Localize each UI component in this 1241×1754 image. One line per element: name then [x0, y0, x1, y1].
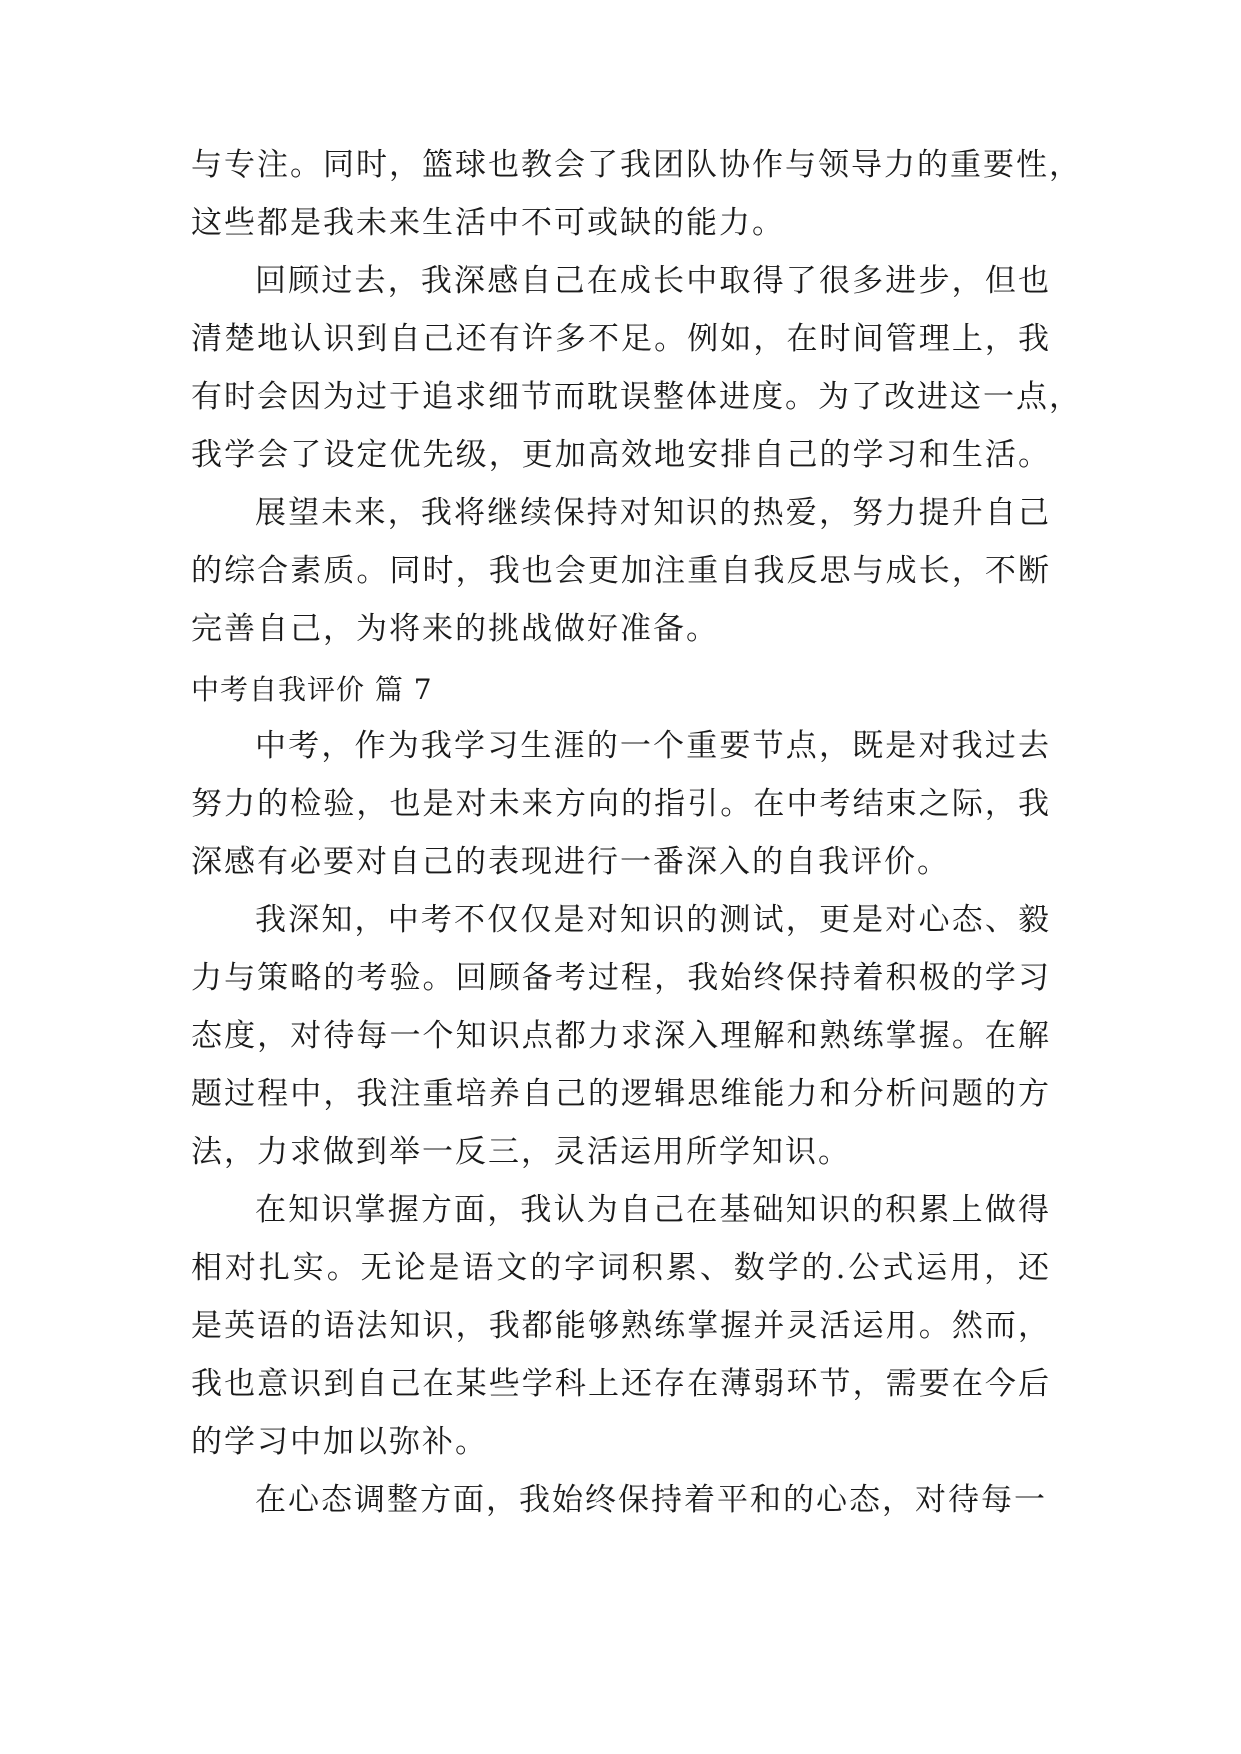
text-line: 的学习中加以弥补。: [191, 1424, 488, 1460]
paragraph: [191, 136, 1082, 252]
text-line: 法，力求做到举一反三，灵活运用所学知识。: [191, 1134, 851, 1170]
text-line: 完善自己，为将来的挑战做好准备。: [191, 611, 719, 647]
paragraph: [191, 484, 1051, 658]
text-line: 力与策略的考验。回顾备考过程，我始终保持着积极的学习: [191, 960, 1051, 996]
text-line: 是英语的语法知识，我都能够熟练掌握并灵活运用。然而，: [191, 1308, 1051, 1344]
paragraph: [191, 1471, 1051, 1529]
paragraph: [191, 891, 1051, 1181]
text-line: 我学会了设定优先级，更加高效地安排自己的学习和生活。: [191, 437, 1051, 473]
text-line: 我深知，中考不仅仅是对知识的测试，更是对心态、毅: [255, 902, 1051, 938]
paragraph: [191, 1181, 1051, 1471]
text-line: 相对扎实。无论是语文的字词积累、数学的.公式运用，还: [191, 1250, 1051, 1286]
paragraph: [191, 252, 1082, 484]
text-line: 清楚地认识到自己还有许多不足。例如，在时间管理上，我: [191, 321, 1051, 357]
text-line: 题过程中，我注重培养自己的逻辑思维能力和分析问题的方: [191, 1076, 1051, 1112]
text-line: 我也意识到自己在某些学科上还存在薄弱环节，需要在今后: [191, 1366, 1051, 1402]
section-heading: 中考自我评价 篇 7: [191, 673, 433, 706]
text-line: 中考，作为我学习生涯的一个重要节点，既是对我过去: [255, 728, 1051, 764]
text-line: 这些都是我未来生活中不可或缺的能力。: [191, 205, 785, 241]
text-line: 的综合素质。同时，我也会更加注重自我反思与成长，不断: [191, 553, 1051, 589]
text-line: 态度，对待每一个知识点都力求深入理解和熟练掌握。在解: [191, 1018, 1051, 1054]
paragraph: [191, 717, 1051, 891]
text-line: 有时会因为过于追求细节而耽误整体进度。为了改进这一点，: [191, 379, 1082, 415]
text-line: 回顾过去，我深感自己在成长中取得了很多进步，但也: [255, 263, 1051, 299]
text-line: 在知识掌握方面，我认为自己在基础知识的积累上做得: [255, 1192, 1051, 1228]
text-line: 在心态调整方面，我始终保持着平和的心态，对待每一: [255, 1482, 1047, 1518]
text-line: 展望未来，我将继续保持对知识的热爱，努力提升自己: [255, 495, 1051, 531]
document-body: [191, 136, 1082, 1529]
text-line: 努力的检验，也是对未来方向的指引。在中考结束之际，我: [191, 786, 1051, 822]
text-line: 与专注。同时，篮球也教会了我团队协作与领导力的重要性，: [191, 147, 1082, 183]
text-line: 深感有必要对自己的表现进行一番深入的自我评价。: [191, 844, 950, 880]
